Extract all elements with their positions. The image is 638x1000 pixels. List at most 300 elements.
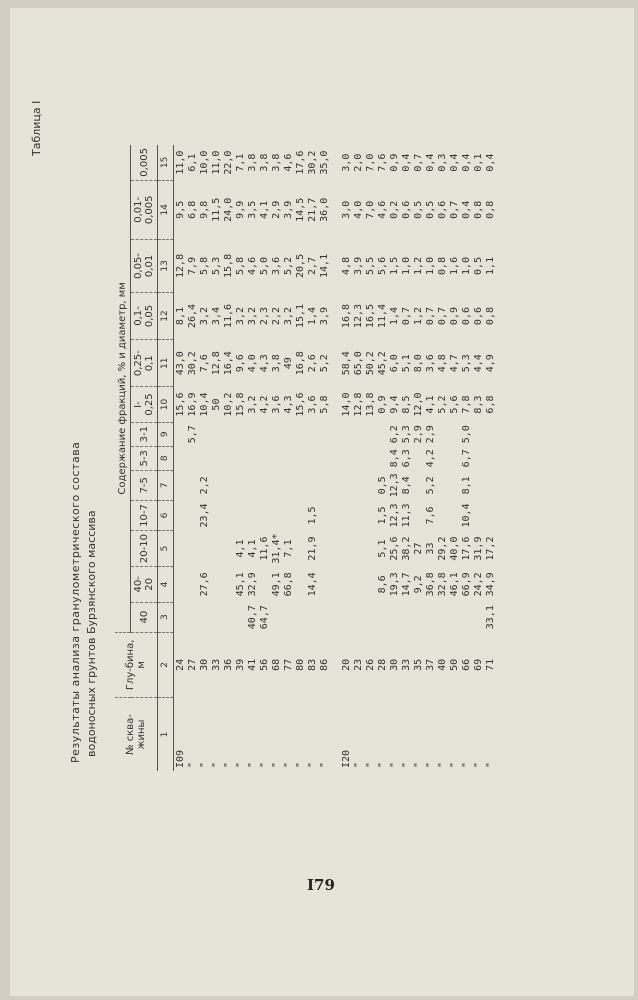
table-cell bbox=[400, 602, 412, 632]
table-cell bbox=[186, 500, 198, 530]
header-fraction: 0,05-0,01 bbox=[131, 239, 158, 292]
table-cell: 15,6 bbox=[294, 392, 306, 417]
table-cell: 3,2 bbox=[246, 307, 258, 326]
table-cell: 0,4 bbox=[460, 200, 472, 219]
table-cell: 14,0 bbox=[340, 392, 352, 417]
table-cell: 5,1 bbox=[400, 354, 412, 373]
table-cell: 12,8 bbox=[174, 253, 186, 278]
table-cell bbox=[234, 470, 246, 500]
table-cell: 9,5 bbox=[174, 200, 186, 219]
table-cell bbox=[186, 567, 198, 603]
table-cell: 4,1 bbox=[246, 539, 258, 558]
table-cell: 66 bbox=[460, 658, 472, 671]
table-cell bbox=[340, 446, 352, 470]
table-cell: 25,6 bbox=[388, 536, 400, 561]
table-cell bbox=[484, 470, 496, 500]
table-row bbox=[282, 145, 294, 771]
table-row bbox=[460, 145, 472, 771]
table-cell bbox=[234, 602, 246, 632]
table-cell: 0,8 bbox=[484, 200, 496, 219]
document-title-line-1: Результаты анализа гранулометрического состава bbox=[69, 441, 82, 763]
table-cell: 5,2 bbox=[282, 256, 294, 275]
column-number: 5 bbox=[158, 531, 174, 567]
table-cell: 30,2 bbox=[186, 351, 198, 376]
table-cell bbox=[210, 446, 222, 470]
table-cell bbox=[364, 500, 376, 530]
table-cell bbox=[306, 602, 318, 632]
table-cell: 6,8 bbox=[484, 395, 496, 414]
table-cell bbox=[352, 446, 364, 470]
table-cell: 38,2 bbox=[400, 536, 412, 561]
table-cell bbox=[246, 446, 258, 470]
table-cell: 1,4 bbox=[388, 307, 400, 326]
table-cell: 39 bbox=[234, 658, 246, 671]
table-cell: 19,3 bbox=[388, 572, 400, 597]
document-title-line-2: водоносных грунтов Бурзянского массива bbox=[85, 510, 98, 757]
table-cell: 3,8 bbox=[270, 153, 282, 172]
table-cell: " bbox=[448, 761, 460, 768]
table-cell: 4,2 bbox=[258, 395, 270, 414]
table-cell: 50,2 bbox=[364, 351, 376, 376]
table-cell bbox=[318, 602, 330, 632]
page-number: I79 bbox=[307, 876, 335, 894]
table-cell: 32,8 bbox=[436, 572, 448, 597]
header-fraction: 0,1-0,05 bbox=[131, 292, 158, 339]
table-cell: 4,6 bbox=[282, 153, 294, 172]
table-cell bbox=[364, 446, 376, 470]
table-cell: 5,2 bbox=[424, 476, 436, 495]
header-fraction: I-0,25 bbox=[131, 387, 158, 422]
table-cell: 12,8 bbox=[352, 392, 364, 417]
table-cell: 10,4 bbox=[460, 503, 472, 528]
table-cell: 35,0 bbox=[318, 150, 330, 175]
table-cell: 3,8 bbox=[270, 354, 282, 373]
table-cell bbox=[448, 470, 460, 500]
table-cell: 0,4 bbox=[460, 153, 472, 172]
table-cell: 35 bbox=[412, 658, 424, 671]
table-cell: 1,2 bbox=[412, 256, 424, 275]
table-cell bbox=[364, 602, 376, 632]
table-cell bbox=[364, 470, 376, 500]
table-cell: 0,5 bbox=[412, 200, 424, 219]
table-cell: 71 bbox=[484, 658, 496, 671]
table-cell: 14,1 bbox=[318, 253, 330, 278]
header-fraction: 5-3 bbox=[131, 446, 158, 470]
table-cell bbox=[318, 422, 330, 446]
header-fraction: 10-7 bbox=[131, 500, 158, 530]
table-cell: 11,0 bbox=[210, 150, 222, 175]
table-cell: 5,2 bbox=[318, 354, 330, 373]
table-cell: 2,2 bbox=[270, 307, 282, 326]
table-row bbox=[388, 145, 400, 771]
table-cell: 8,4 bbox=[400, 476, 412, 495]
column-number: 2 bbox=[158, 632, 174, 697]
table-cell bbox=[472, 500, 484, 530]
table-cell bbox=[412, 602, 424, 632]
column-number: 8 bbox=[158, 446, 174, 470]
table-cell bbox=[352, 531, 364, 567]
table-cell: 8,1 bbox=[460, 476, 472, 495]
table-cell: 14,7 bbox=[400, 572, 412, 597]
table-cell: " bbox=[186, 761, 198, 768]
table-cell: " bbox=[198, 761, 210, 768]
table-cell: 6,0 bbox=[388, 354, 400, 373]
table-cell: 2,9 bbox=[424, 425, 436, 444]
table-cell bbox=[222, 500, 234, 530]
table-cell: 0,5 bbox=[472, 256, 484, 275]
table-cell: 6,2 bbox=[388, 425, 400, 444]
table-cell: " bbox=[424, 761, 436, 768]
table-cell: 2,0 bbox=[352, 153, 364, 172]
table-cell bbox=[210, 567, 222, 603]
table-cell: 3,2 bbox=[234, 307, 246, 326]
granulometric-table bbox=[115, 145, 496, 771]
table-row bbox=[186, 145, 198, 771]
table-cell bbox=[364, 567, 376, 603]
table-cell: 0,7 bbox=[436, 307, 448, 326]
table-cell bbox=[352, 602, 364, 632]
header-fraction: 0,01-0,005 bbox=[131, 180, 158, 239]
table-row bbox=[174, 145, 187, 771]
table-cell: 20 bbox=[340, 658, 352, 671]
header-fraction: 40 bbox=[131, 602, 158, 632]
table-cell: 1,1 bbox=[484, 256, 496, 275]
table-cell bbox=[412, 470, 424, 500]
table-cell: 12,3 bbox=[352, 303, 364, 329]
table-cell: 5,5 bbox=[364, 256, 376, 275]
table-cell: 6,8 bbox=[186, 200, 198, 219]
table-cell: 2,2 bbox=[198, 476, 210, 495]
table-cell: 4,3 bbox=[282, 395, 294, 414]
table-cell: 34,9 bbox=[484, 572, 496, 597]
table-cell: " bbox=[246, 761, 258, 768]
table-cell: 1,0 bbox=[460, 256, 472, 275]
table-cell: 28 bbox=[376, 658, 388, 671]
header-fraction: 40-20 bbox=[131, 567, 158, 603]
table-cell: 5,8 bbox=[198, 256, 210, 275]
table-cell bbox=[364, 531, 376, 567]
table-cell: 6,1 bbox=[186, 153, 198, 172]
table-cell bbox=[234, 500, 246, 530]
table-cell bbox=[258, 567, 270, 603]
table-cell: " bbox=[484, 761, 496, 768]
table-cell bbox=[222, 531, 234, 567]
table-cell: 0,4 bbox=[484, 153, 496, 172]
table-cell: " bbox=[270, 761, 282, 768]
table-cell: 40,0 bbox=[448, 536, 460, 561]
table-cell: 8,4 bbox=[388, 449, 400, 468]
table-row bbox=[412, 145, 424, 771]
table-cell: 3,5 bbox=[246, 200, 258, 219]
table-cell bbox=[376, 602, 388, 632]
table-cell bbox=[412, 500, 424, 530]
table-cell: 33 bbox=[400, 658, 412, 671]
table-cell: 37 bbox=[424, 658, 436, 671]
table-cell bbox=[340, 470, 352, 500]
table-cell: 5,7 bbox=[186, 425, 198, 444]
table-cell: 11,3 bbox=[400, 503, 412, 528]
table-cell bbox=[282, 446, 294, 470]
table-cell bbox=[258, 422, 270, 446]
table-cell: 3,2 bbox=[198, 307, 210, 326]
table-cell bbox=[174, 531, 187, 567]
table-cell bbox=[294, 500, 306, 530]
table-cell: 10,0 bbox=[198, 150, 210, 175]
table-cell: 31,4* bbox=[270, 533, 282, 564]
table-cell: 0,8 bbox=[472, 200, 484, 219]
table-cell: 8,3 bbox=[472, 395, 484, 414]
table-cell: 0,7 bbox=[400, 307, 412, 326]
table-cell: 16,8 bbox=[294, 351, 306, 376]
table-cell: 10,4 bbox=[198, 392, 210, 417]
table-cell bbox=[174, 602, 187, 632]
table-cell: 0,7 bbox=[424, 307, 436, 326]
column-number: 10 bbox=[158, 387, 174, 422]
table-cell: 12,0 bbox=[412, 392, 424, 417]
column-number: 3 bbox=[158, 602, 174, 632]
table-cell: 1,2 bbox=[412, 307, 424, 326]
table-cell: " bbox=[222, 761, 234, 768]
table-cell: " bbox=[294, 761, 306, 768]
table-cell: 14,5 bbox=[294, 197, 306, 222]
table-cell: 0,1 bbox=[472, 153, 484, 172]
table-cell bbox=[258, 500, 270, 530]
table-cell: 16,9 bbox=[186, 392, 198, 417]
table-cell: 0,6 bbox=[400, 200, 412, 219]
table-cell: 36 bbox=[222, 658, 234, 671]
table-cell bbox=[448, 602, 460, 632]
table-cell: 5,3 bbox=[400, 425, 412, 444]
table-cell: 5,2 bbox=[436, 395, 448, 414]
table-cell bbox=[294, 531, 306, 567]
table-cell bbox=[234, 422, 246, 446]
header-well: № сква-жины bbox=[115, 698, 158, 772]
table-cell: 30 bbox=[198, 658, 210, 671]
table-cell: 56 bbox=[258, 658, 270, 671]
table-cell bbox=[448, 500, 460, 530]
table-cell: 1,5 bbox=[306, 506, 318, 525]
table-cell bbox=[306, 470, 318, 500]
table-cell: 4,6 bbox=[246, 256, 258, 275]
table-cell bbox=[352, 422, 364, 446]
table-cell bbox=[436, 602, 448, 632]
table-cell: I20 bbox=[340, 749, 352, 768]
table-cell bbox=[282, 602, 294, 632]
table-cell: 0,4 bbox=[424, 153, 436, 172]
table-cell bbox=[294, 602, 306, 632]
table-cell: 23,4 bbox=[198, 503, 210, 528]
table-cell bbox=[246, 422, 258, 446]
table-cell: 33,1 bbox=[484, 605, 496, 630]
table-cell: 4,3 bbox=[258, 354, 270, 373]
table-cell: 2,3 bbox=[258, 307, 270, 326]
table-cell: 27 bbox=[412, 542, 424, 555]
table-cell: 16,4 bbox=[222, 351, 234, 376]
table-cell: " bbox=[412, 761, 424, 768]
table-cell bbox=[258, 470, 270, 500]
table-cell bbox=[448, 446, 460, 470]
table-cell: 5,8 bbox=[318, 395, 330, 414]
table-cell: 2,9 bbox=[270, 200, 282, 219]
table-cell: 50 bbox=[210, 398, 222, 411]
table-cell: 0,6 bbox=[460, 307, 472, 326]
table-cell: 1,5 bbox=[388, 256, 400, 275]
table-cell bbox=[258, 446, 270, 470]
table-cell: 14,4 bbox=[306, 572, 318, 597]
table-cell: " bbox=[472, 761, 484, 768]
table-cell bbox=[270, 446, 282, 470]
table-cell: 66,9 bbox=[460, 572, 472, 597]
table-cell: 24 bbox=[174, 658, 186, 671]
table-cell: 4,8 bbox=[436, 354, 448, 373]
table-cell: 26 bbox=[364, 658, 376, 671]
table-cell: " bbox=[234, 761, 246, 768]
table-cell: 3,6 bbox=[424, 354, 436, 373]
table-row bbox=[364, 145, 376, 771]
table-cell: 3,9 bbox=[282, 200, 294, 219]
table-cell: 0,2 bbox=[388, 200, 400, 219]
table-cell: 5,1 bbox=[376, 539, 388, 558]
table-cell: " bbox=[460, 761, 472, 768]
table-cell bbox=[282, 500, 294, 530]
table-cell: 66,8 bbox=[282, 572, 294, 597]
table-cell: 7,1 bbox=[282, 539, 294, 558]
table-cell bbox=[352, 500, 364, 530]
table-cell: 32,9 bbox=[246, 572, 258, 597]
table-row bbox=[306, 145, 318, 771]
table-row bbox=[448, 145, 460, 771]
table-cell: " bbox=[400, 761, 412, 768]
table-cell: 45,1 bbox=[234, 572, 246, 597]
table-cell: 0,9 bbox=[448, 307, 460, 326]
table-cell: 15,8 bbox=[222, 253, 234, 278]
table-cell: 1,6 bbox=[448, 256, 460, 275]
table-row bbox=[210, 145, 222, 771]
table-cell: 9,9 bbox=[234, 200, 246, 219]
table-cell bbox=[340, 531, 352, 567]
table-cell bbox=[282, 422, 294, 446]
table-cell: 7,6 bbox=[424, 506, 436, 525]
table-cell: 83 bbox=[306, 658, 318, 671]
table-cell: 11,4 bbox=[376, 303, 388, 329]
table-cell: 3,6 bbox=[270, 395, 282, 414]
table-cell bbox=[246, 500, 258, 530]
table-cell bbox=[234, 446, 246, 470]
table-cell bbox=[174, 500, 187, 530]
table-cell: " bbox=[306, 761, 318, 768]
table-cell: 33 bbox=[210, 658, 222, 671]
table-cell: 31,9 bbox=[472, 536, 484, 561]
table-cell: 4,6 bbox=[376, 200, 388, 219]
table-cell bbox=[282, 470, 294, 500]
table-cell: 2,7 bbox=[306, 256, 318, 275]
table-cell: 36,0 bbox=[318, 197, 330, 222]
table-row bbox=[352, 145, 364, 771]
table-cell: 21,9 bbox=[306, 536, 318, 561]
table-cell: " bbox=[388, 761, 400, 768]
table-cell bbox=[318, 446, 330, 470]
table-row bbox=[246, 145, 258, 771]
table-cell: 1,0 bbox=[400, 256, 412, 275]
table-cell: 26,4 bbox=[186, 303, 198, 329]
table-cell: 64,7 bbox=[258, 605, 270, 630]
table-cell: 69 bbox=[472, 658, 484, 671]
table-cell: 7,9 bbox=[186, 256, 198, 275]
table-cell: 58,4 bbox=[340, 351, 352, 376]
table-cell: 8,1 bbox=[174, 307, 186, 326]
table-cell bbox=[210, 500, 222, 530]
table-cell bbox=[222, 422, 234, 446]
table-cell bbox=[174, 422, 187, 446]
table-row bbox=[222, 145, 234, 771]
table-cell: 24,0 bbox=[222, 197, 234, 222]
table-cell bbox=[318, 531, 330, 567]
table-cell bbox=[198, 446, 210, 470]
table-cell: 12,3 bbox=[388, 473, 400, 498]
table-cell: 68 bbox=[270, 658, 282, 671]
table-cell bbox=[340, 500, 352, 530]
table-cell: 22,0 bbox=[222, 150, 234, 175]
column-number: 9 bbox=[158, 422, 174, 446]
table-cell: 5,0 bbox=[258, 256, 270, 275]
table-cell: 15,6 bbox=[174, 392, 186, 417]
table-cell: " bbox=[436, 761, 448, 768]
table-cell bbox=[340, 567, 352, 603]
header-fraction: 20-10 bbox=[131, 531, 158, 567]
table-cell bbox=[174, 446, 187, 470]
table-cell: 5,8 bbox=[234, 256, 246, 275]
table-cell: 7,0 bbox=[364, 200, 376, 219]
table-cell: 0,8 bbox=[484, 307, 496, 326]
table-cell: 4,2 bbox=[424, 449, 436, 468]
table-cell bbox=[198, 422, 210, 446]
table-cell bbox=[174, 567, 187, 603]
table-cell bbox=[364, 422, 376, 446]
table-cell: 0,7 bbox=[412, 153, 424, 172]
table-cell: 0,4 bbox=[448, 153, 460, 172]
column-number: 15 bbox=[158, 145, 174, 180]
column-number: 1 bbox=[158, 698, 174, 772]
header-fraction: 0,25-0,1 bbox=[131, 340, 158, 387]
table-row bbox=[484, 145, 496, 771]
table-cell: I09 bbox=[174, 749, 186, 768]
table-cell: 3,2 bbox=[246, 395, 258, 414]
table-row bbox=[376, 145, 388, 771]
table-row bbox=[436, 145, 448, 771]
table-cell bbox=[436, 500, 448, 530]
table-cell: 27,6 bbox=[198, 572, 210, 597]
table-cell: " bbox=[376, 761, 388, 768]
table-cell: 4,1 bbox=[258, 200, 270, 219]
table-cell: 3,9 bbox=[352, 256, 364, 275]
table-cell: 9,8 bbox=[198, 200, 210, 219]
table-cell: 4,4 bbox=[472, 354, 484, 373]
table-cell: 3,6 bbox=[306, 395, 318, 414]
table-cell bbox=[222, 567, 234, 603]
table-cell: 0,5 bbox=[376, 476, 388, 495]
table-row bbox=[270, 145, 282, 771]
table-cell: 15,8 bbox=[234, 392, 246, 417]
table-cell: 0,3 bbox=[436, 153, 448, 172]
table-cell: 49,1 bbox=[270, 572, 282, 597]
table-cell: 7,6 bbox=[198, 354, 210, 373]
table-cell bbox=[436, 446, 448, 470]
table-cell bbox=[294, 446, 306, 470]
table-cell bbox=[484, 422, 496, 446]
table-cell bbox=[460, 602, 472, 632]
table-cell: 3,6 bbox=[270, 256, 282, 275]
header-fraction-group: Содержание фракций, % и диаметр, мм bbox=[115, 145, 131, 632]
